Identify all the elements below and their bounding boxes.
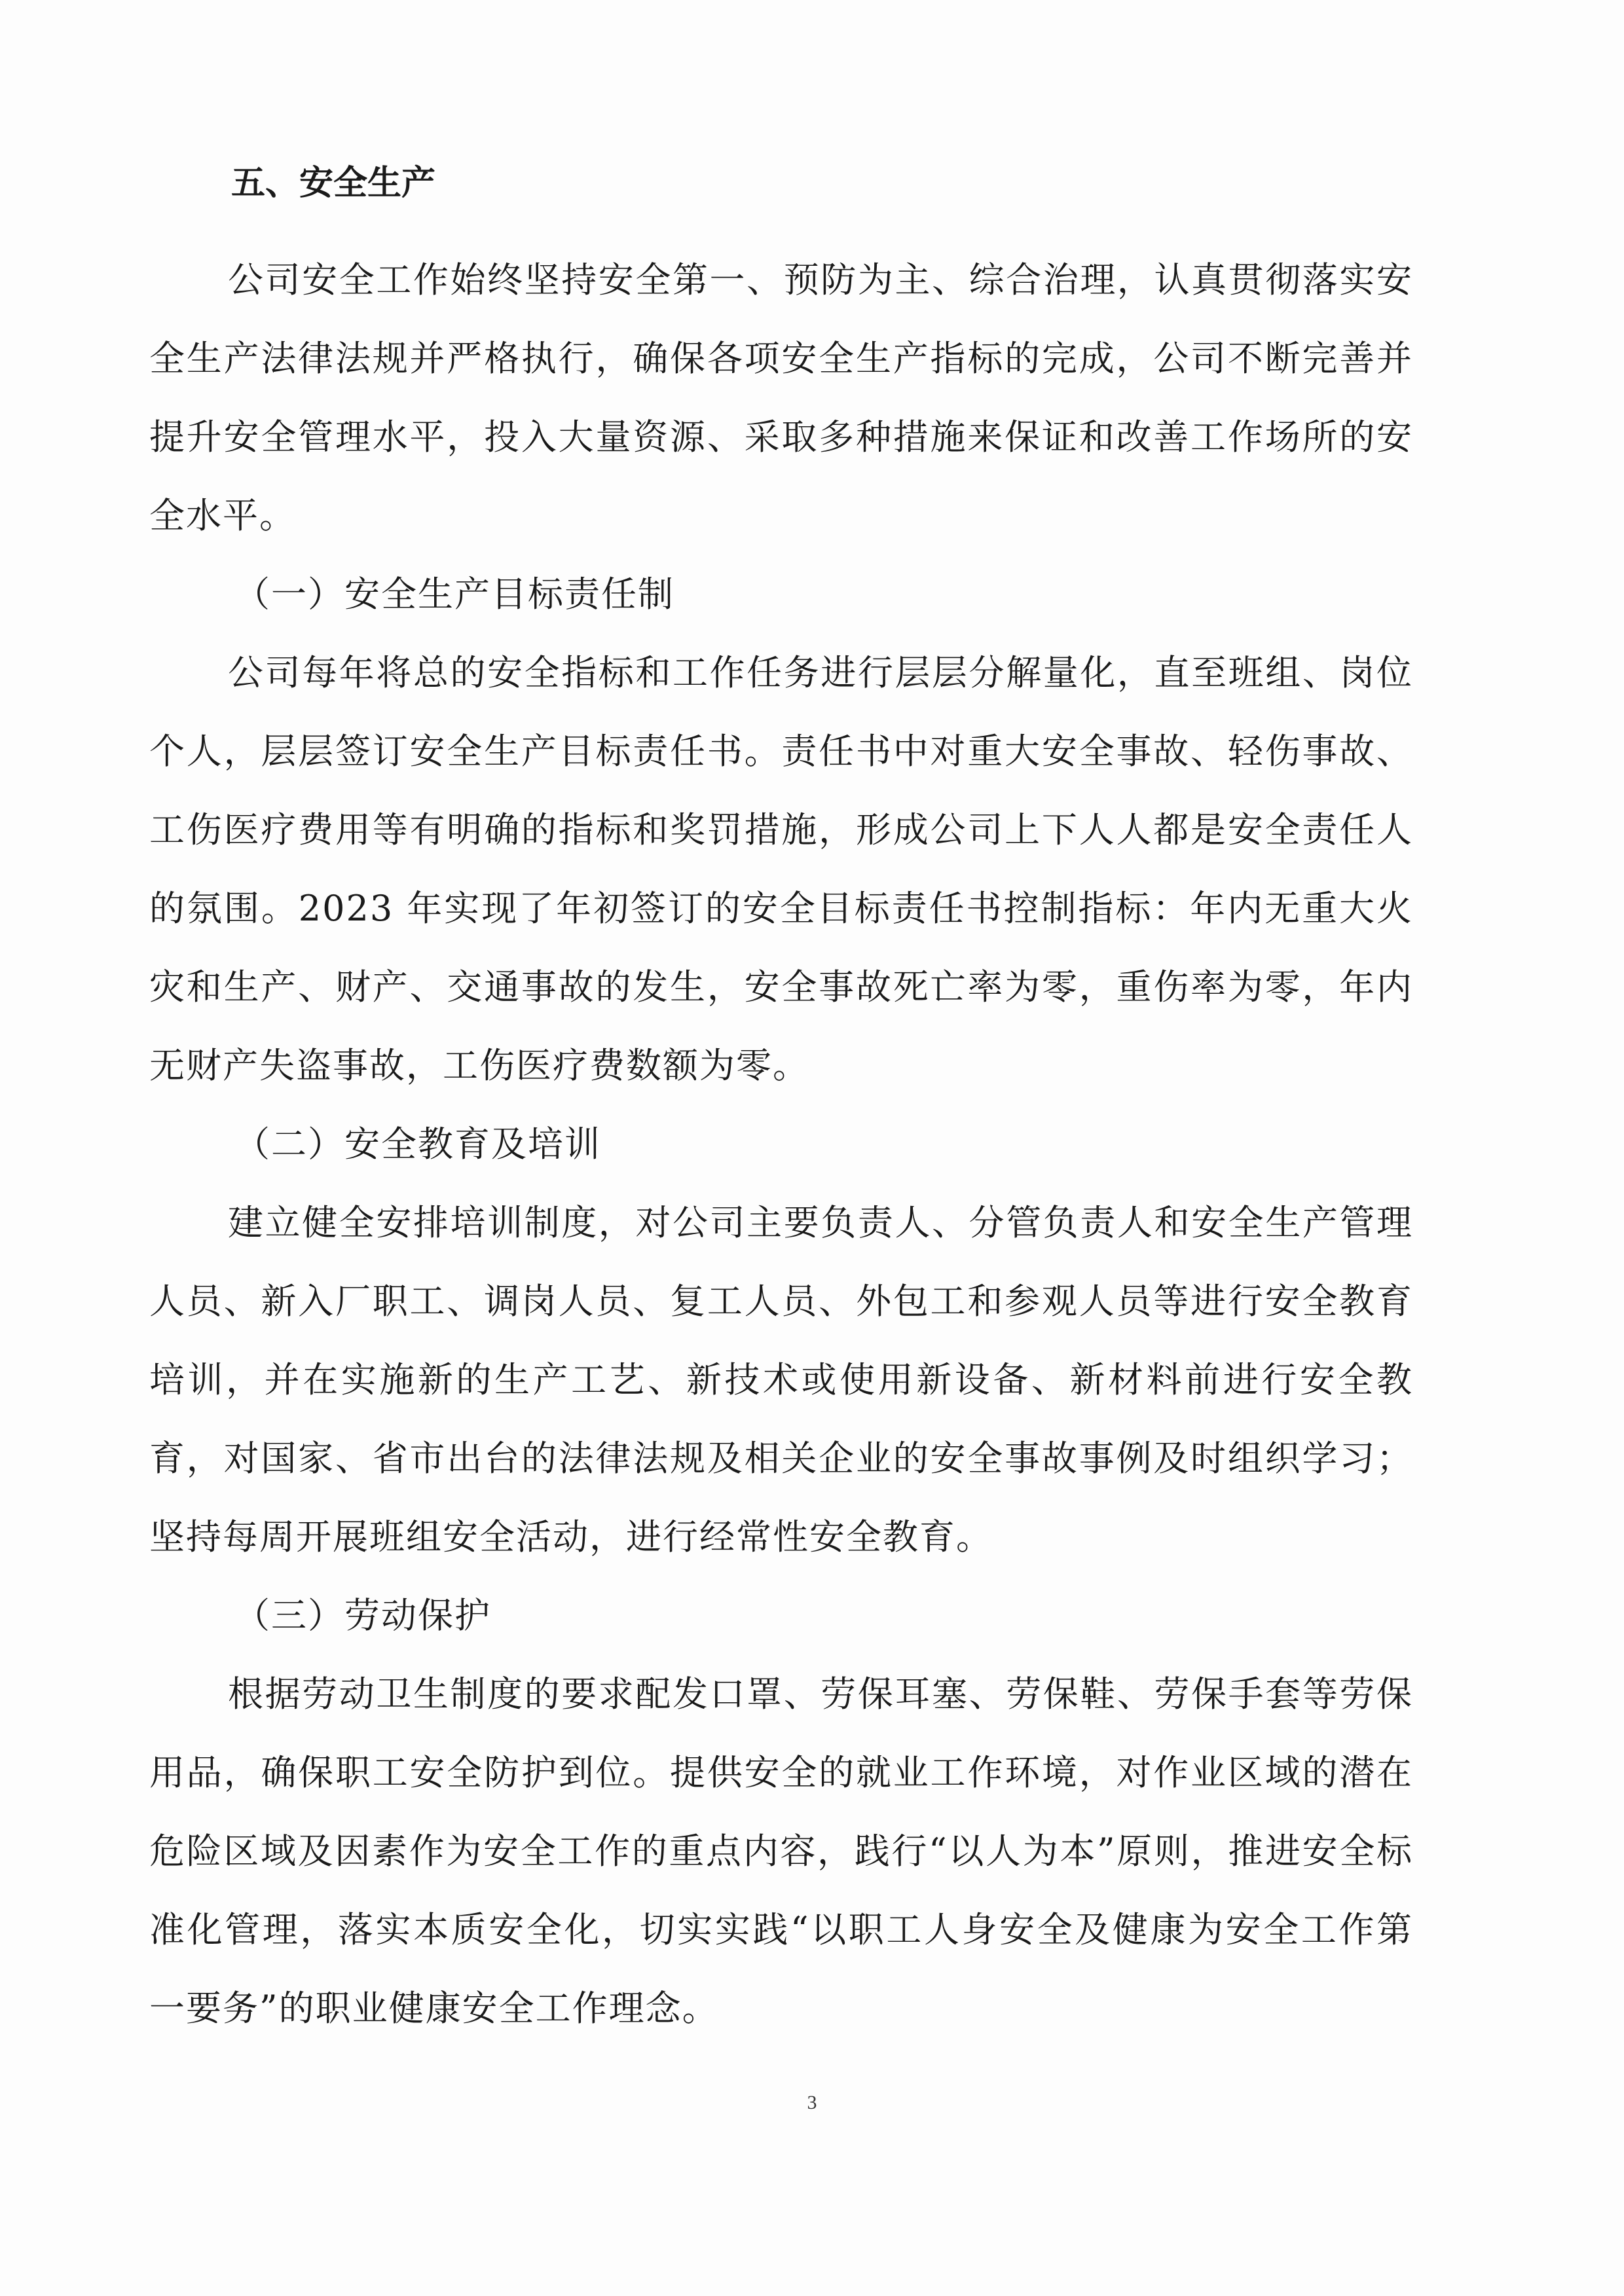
subsection-body-2: 建立健全安排培训制度，对公司主要负责人、分管负责人和安全生产管理人员、新入厂职工、调岗人员、复工人员、外包工和参观人员等进行安全教育培训，并在实施新的生产工艺、新技术或使用新设备、新材料前进行安全教育，对国家、省市出台的法律法规及相关企业的安全事故事例及时组织学习；坚持每周开展班组安全活动，进行经常性安全教育。 [149, 1202, 1413, 1558]
subsection-title-2: （二）安全教育及培训 [234, 1123, 601, 1165]
subsection-title-3: （三）劳动保护 [234, 1595, 491, 1636]
page-number: 3 [807, 2092, 817, 2113]
subsection-body-3: 根据劳动卫生制度的要求配发口罩、劳保耳塞、劳保鞋、劳保手套等劳保用品，确保职工安全防护到位。提供安全的就业工作环境，对作业区域的潜在危险区域及因素作为安全工作的重点内容，践行“以人为本”原则，推进安全标准化管理，落实本质安全化，切实实践“以职工人身安全及健康为安全工作第一要务”的职业健康安全工作理念。 [149, 1673, 1413, 2029]
section-intro-paragraph: 公司安全工作始终坚持安全第一、预防为主、综合治理，认真贯彻落实安全生产法律法规并严格执行，确保各项安全生产指标的完成，公司不断完善并提升安全管理水平，投入大量资源、采取多种措施来保证和改善工作场所的安全水平。 [149, 259, 1413, 536]
subsection-body-1: 公司每年将总的安全指标和工作任务进行层层分解量化，直至班组、岗位个人，层层签订安全生产目标责任书。责任书中对重大安全事故、轻伤事故、工伤医疗费用等有明确的指标和奖罚措施，形成公司上下人人都是安全责任人的氛围。2023 年实现了年初签订的安全目标责任书控制指标：年内无重大火灾和生产、财产、交通事故的发生，安全事故死亡率为零，重伤率为零，年内无财产失盗事故，工伤医疗费数额为零。 [149, 652, 1413, 1086]
subsection-title-1: （一）安全生产目标责任制 [234, 574, 674, 615]
document-body [149, 164, 1413, 2048]
section-heading: 五、安全生产 [231, 164, 436, 203]
